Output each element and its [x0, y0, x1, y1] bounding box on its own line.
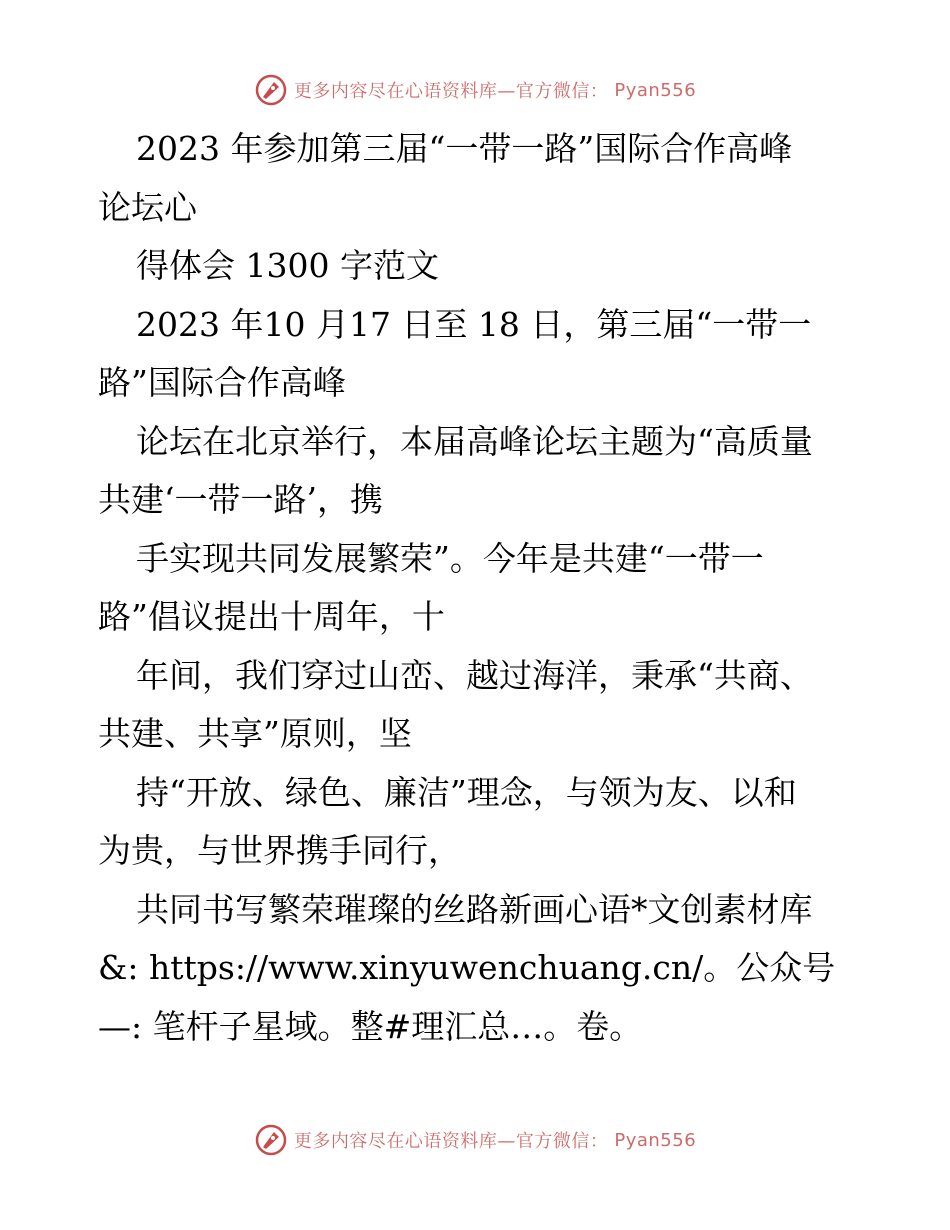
footer-watermark-text: 更多内容尽在心语资料库—官方微信： — [293, 1131, 609, 1152]
doc-line: 年间，我们穿过山峦、越过海洋，秉承“共商、 — [136, 655, 813, 695]
doc-line: 共建、共享”原则，坚 — [98, 714, 412, 753]
doc-line: 路”倡议提出十周年，十 — [98, 597, 445, 636]
header-wechat-id: Pyan556 — [614, 79, 697, 101]
doc-line: 得体会 1300 字范文 — [136, 246, 439, 285]
doc-line: 手实现共同发展繁荣”。今年是共建“一带一 — [136, 538, 764, 578]
doc-line: &: https://www.xinyuwenchuang.cn/。公众号 — [98, 948, 836, 987]
pen-nib-logo-icon — [254, 1123, 288, 1157]
doc-line: —: 笔杆子星域。整#理汇总…。卷。 — [98, 1006, 643, 1046]
document-body — [98, 120, 858, 1056]
pen-nib-logo-icon — [254, 73, 288, 107]
doc-line: 共建‘一带一路’，携 — [98, 480, 383, 519]
footer-watermark — [0, 1120, 950, 1160]
doc-line: 共同书写繁荣璀璨的丝路新画心语*文创素材库 — [136, 889, 813, 929]
footer-wechat-id: Pyan556 — [614, 1129, 697, 1151]
header-watermark-text: 更多内容尽在心语资料库—官方微信： — [293, 81, 609, 102]
doc-line: 2023 年10 月17 日至 18 日，第三届“一带一 — [136, 304, 812, 344]
doc-line: 论坛在北京举行，本届高峰论坛主题为“高质量 — [136, 421, 813, 461]
doc-line: 路”国际合作高峰 — [98, 363, 346, 402]
doc-line: 持“开放、绿色、廉洁”理念，与领为友、以和 — [136, 772, 797, 812]
doc-line: 为贵，与世界携手同行， — [98, 831, 461, 870]
header-watermark — [0, 70, 950, 110]
doc-line-title: 2023 年参加第三届“一带一路”国际合作高峰 — [136, 129, 793, 168]
doc-line: 论坛心 — [98, 187, 197, 227]
